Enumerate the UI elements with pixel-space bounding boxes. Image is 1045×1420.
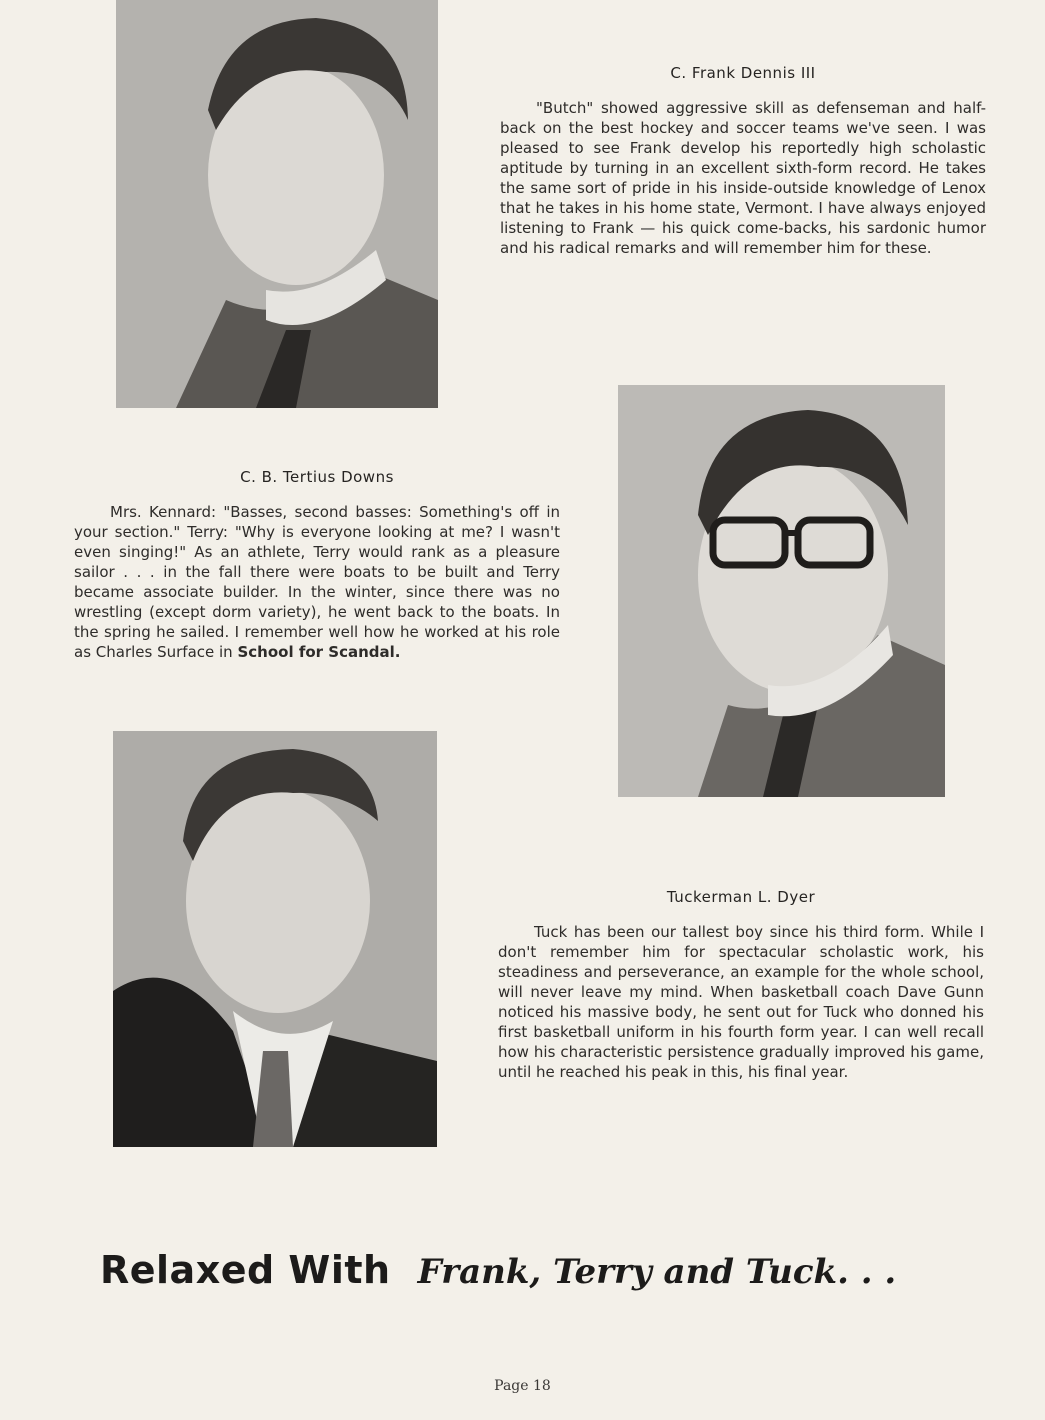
entry-name: C. B. Tertius Downs — [240, 468, 394, 486]
section-title-main: Relaxed With — [100, 1248, 391, 1292]
page-number: Page 18 — [494, 1378, 551, 1394]
entry-bio: "Butch" showed aggressive skill as defenseman and half-back on the best hockey and soccer teams we've seen. I was pleased to see Frank develop his reportedly high scholastic aptitude by turning in an excellent sixth-form record. He takes the same sort of pride in his inside-outside knowledge of Lenox that he takes in his home state, Vermont. I have always enjoyed listening to Frank — his quick come-backs, his sardonic humor and his radical remarks and will remember him for these. — [500, 99, 986, 257]
section-title-script: Frank, Terry and Tuck. . . — [417, 1252, 897, 1292]
entry-bio: Tuck has been our tallest boy since his third form. While I don't remember him for spectacular scholastic work, his steadiness and perseverance, an example for the whole school, will never leave my mind. When basketball coach Dave Gunn noticed his massive body, he sent out for Tuck who donned his first basketball uniform in his fourth form year. I can well recall how his characteristic persistence gradually improved his game, until he reached his peak in this, his final year. — [498, 923, 984, 1081]
portrait-frank-dennis — [116, 0, 438, 408]
entry-name: C. Frank Dennis III — [670, 64, 816, 82]
entry-name: Tuckerman L. Dyer — [666, 888, 816, 906]
portrait-terry-downs — [618, 385, 945, 797]
entry-bio-emphasis: School for Scandal. — [237, 643, 401, 661]
section-title — [100, 1248, 960, 1292]
entry-terry-downs — [74, 468, 560, 662]
entry-tuck-dyer — [498, 888, 984, 1082]
entry-bio-text: Mrs. Kennard: "Basses, second basses: Something's off in your section." Terry: "Why is everyone looking at me? I wasn't even singing!" As an athlete, Terry would rank as a pleasure sailor . . . in the fall there were boats to be built and Terry became associate builder. In the winter, since there was no wrestling (except dorm variety), he went back to the boats. In the spring he sailed. I remember well how he worked at his role as Charles Surface in — [74, 503, 560, 661]
portrait-tuck-dyer — [113, 731, 437, 1147]
entry-frank-dennis — [500, 64, 986, 258]
entry-bio — [74, 502, 560, 662]
